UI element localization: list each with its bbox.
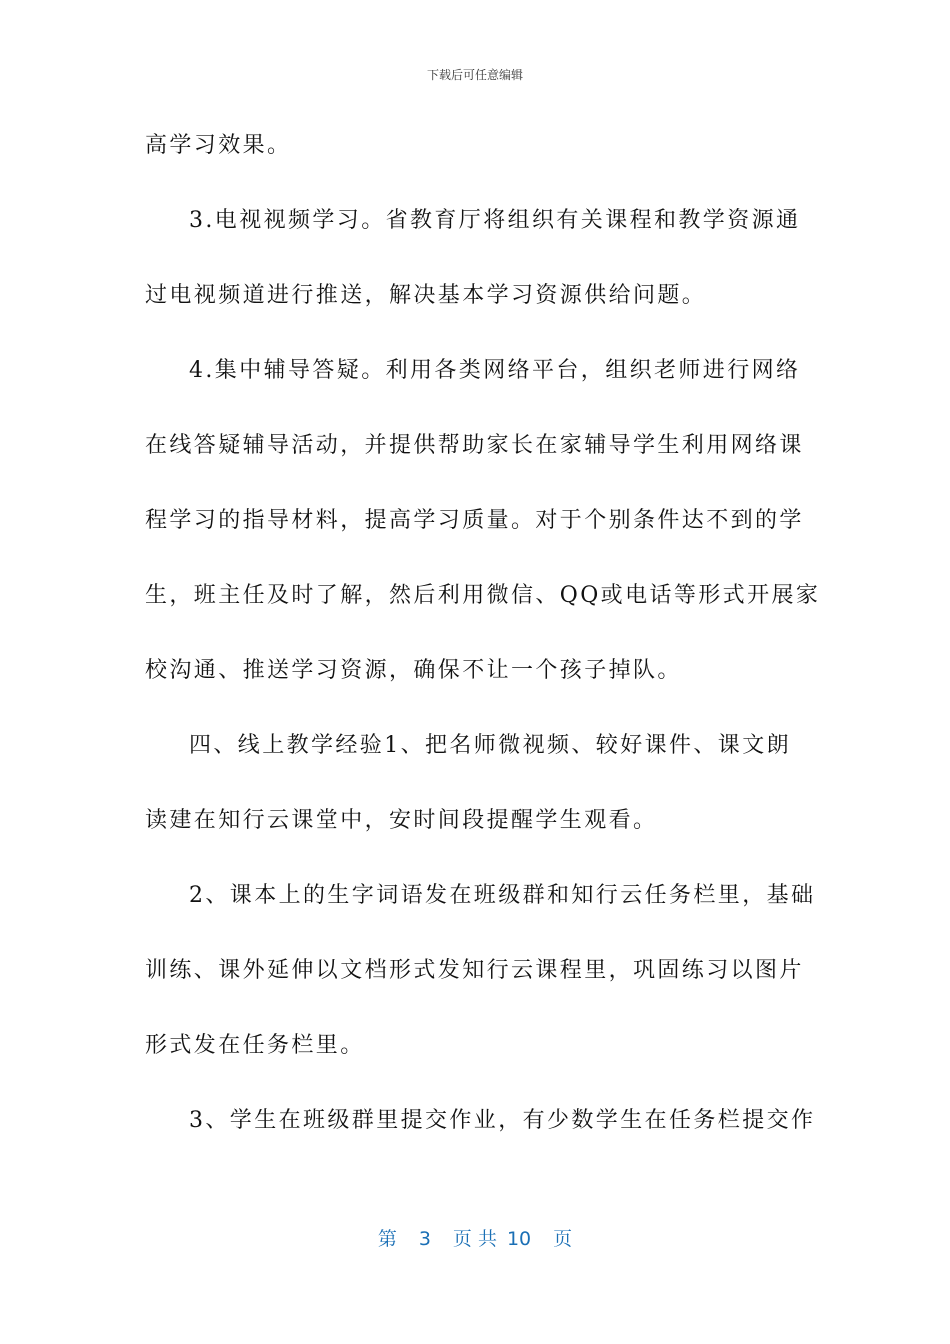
text-line: 2、课本上的生字词语发在班级群和知行云任务栏里，基础 [189, 883, 816, 908]
header-note: 下载后可任意编辑 [426, 68, 523, 82]
text-line: 形式发在任务栏里。 [145, 1033, 365, 1058]
text-line: 程学习的指导材料，提高学习质量。对于个别条件达不到的学 [145, 508, 804, 533]
text-line: 读建在知行云课堂中，安时间段提醒学生观看。 [145, 808, 658, 833]
text-line: 过电视频道进行推送，解决基本学习资源供给问题。 [145, 283, 707, 308]
text-line: 高学习效果。 [145, 133, 292, 158]
footer-current-page: 3 [418, 1228, 431, 1250]
text-line: 在线答疑辅导活动，并提供帮助家长在家辅导学生利用网络课 [145, 433, 804, 458]
footer-prefix: 第 [377, 1228, 397, 1250]
page-number-footer [0, 1224, 950, 1251]
footer-total-pages: 10 [506, 1228, 532, 1250]
document-body [145, 108, 821, 1158]
text-line: 四、线上教学经验1、把名师微视频、较好课件、课文朗 [189, 733, 791, 758]
footer-suffix: 页 [553, 1228, 573, 1250]
text-line: 训练、课外延伸以文档形式发知行云课程里，巩固练习以图片 [145, 958, 804, 983]
text-line: 生，班主任及时了解，然后利用微信、QQ或电话等形式开展家 [145, 583, 821, 608]
text-line: 4.集中辅导答疑。利用各类网络平台，组织老师进行网络 [189, 358, 801, 383]
page-header [0, 66, 950, 83]
text-line: 3.电视视频学习。省教育厅将组织有关课程和教学资源通 [189, 208, 801, 233]
footer-middle: 页 共 [452, 1228, 497, 1250]
text-line: 3、学生在班级群里提交作业，有少数学生在任务栏提交作 [189, 1108, 816, 1133]
text-line: 校沟通、推送学习资源，确保不让一个孩子掉队。 [145, 658, 682, 683]
